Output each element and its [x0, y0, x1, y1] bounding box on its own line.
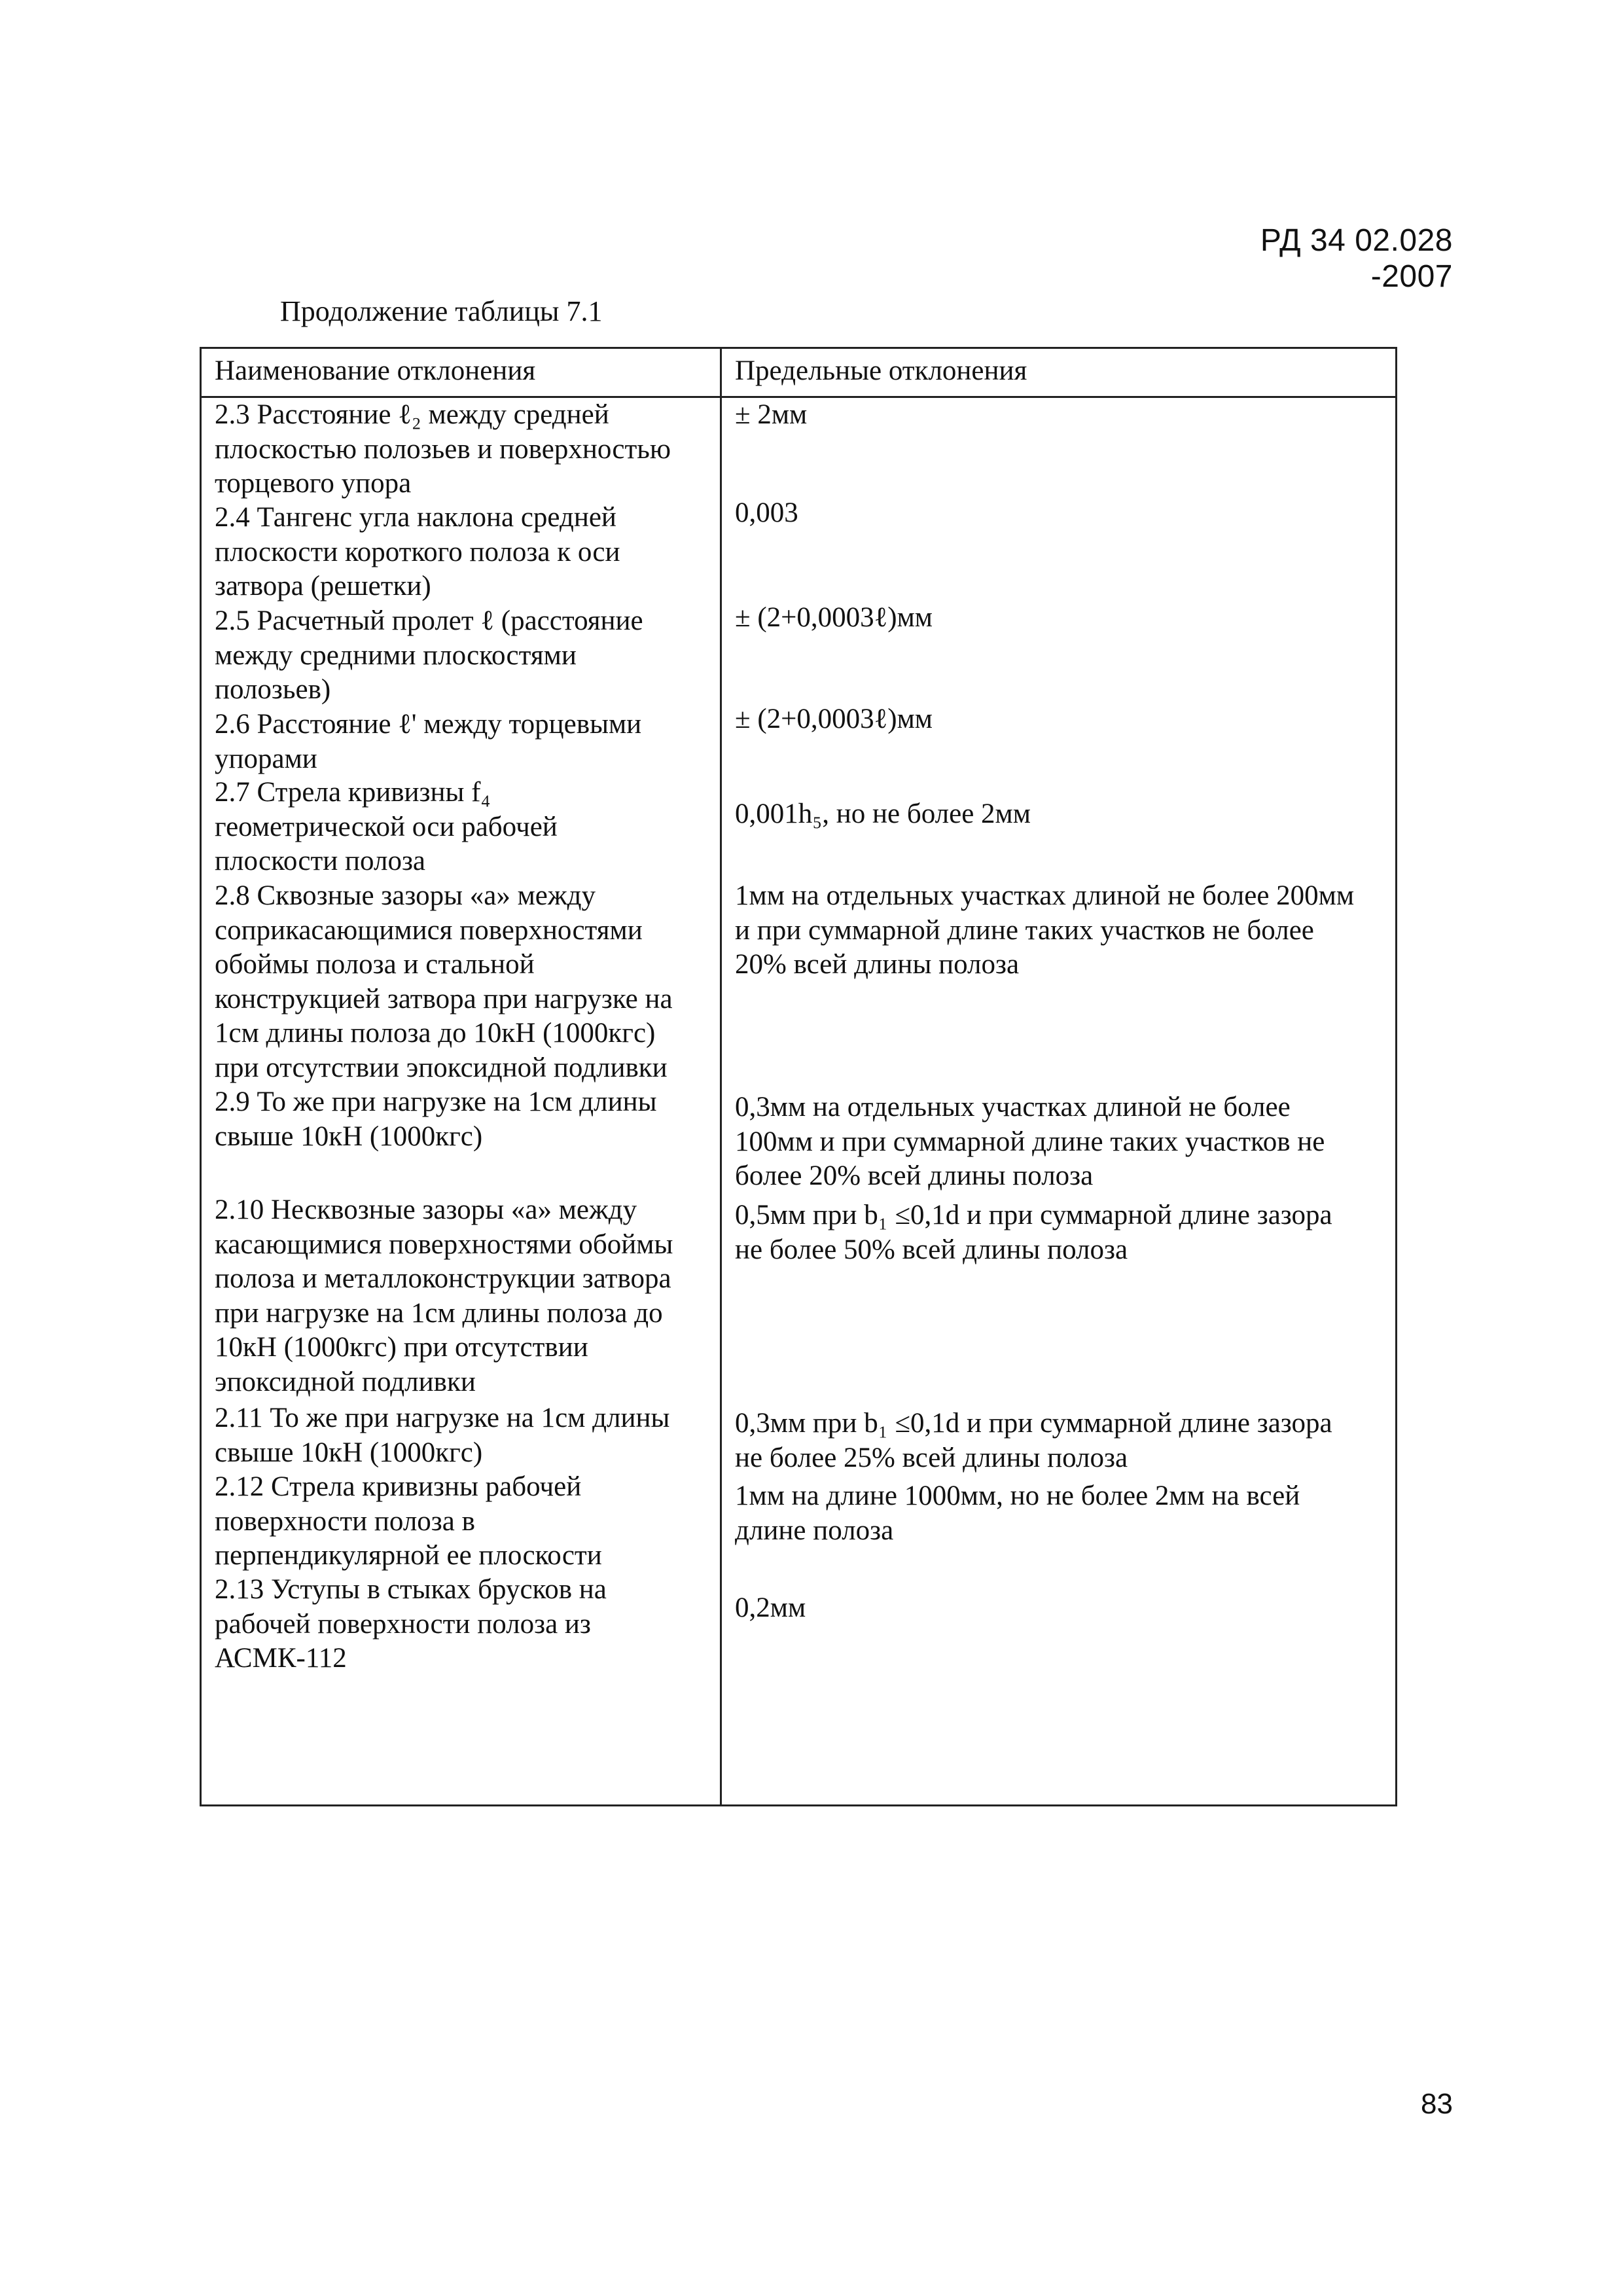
row-2-5-limit: ± (2+0,0003ℓ)мм: [735, 602, 933, 633]
row-2-13-limit: 0,2мм: [735, 1592, 806, 1623]
row-2-10-name: 2.10 Несквозные зазоры «а» между касающимися поверхностями обоймы полоза и металлоконструкции затвора при нагрузке на 1см длины полоза до 10кН (1000кгс) при отсутствии эпоксидной подливки: [215, 1194, 673, 1397]
row-2-9-limit: 0,3мм на отдельных участках длиной не более 100мм и при суммарной длине таких участков не более 20% всей длины полоза: [735, 1092, 1325, 1191]
page-number: 83: [1421, 2088, 1453, 2120]
row-2-3-name: 2.3 Расстояние ℓ₂ между средней плоскостью полозьев и поверхностью торцевого упора: [215, 399, 671, 499]
row-2-11-name: 2.11 То же при нагрузке на 1см длины свыше 10кН (1000кгс): [215, 1403, 670, 1468]
row-2-6-name: 2.6 Расстояние ℓ' между торцевыми упорами: [215, 709, 642, 774]
row-2-9-name: 2.9 То же при нагрузке на 1см длины свыше 10кН (1000кгс): [215, 1086, 657, 1152]
row-2-12-limit: 1мм на длине 1000мм, но не более 2мм на всей длине полоза: [735, 1480, 1300, 1546]
table-caption: Продолжение таблицы 7.1: [280, 295, 603, 327]
row-2-7-name: 2.7 Стрела кривизны f₄ геометрической оси рабочей плоскости полоза: [215, 777, 558, 876]
column-header-limit: Предельные отклонения: [735, 355, 1027, 386]
row-2-12-name: 2.12 Стрела кривизны рабочей поверхности полоза в перпендикулярной ее плоскости: [215, 1471, 602, 1571]
row-2-7-limit: 0,001h₅, но не более 2мм: [735, 798, 1031, 829]
row-2-5-name: 2.5 Расчетный пролет ℓ (расстояние между средними плоскостями полозьев): [215, 605, 643, 705]
row-2-8-limit: 1мм на отдельных участках длиной не более 200мм и при суммарной длине таких участков не более 20% всей длины полоза: [735, 880, 1355, 980]
row-2-8-name: 2.8 Сквозные зазоры «а» между соприкасающимися поверхностями обоймы полоза и стальной конструкцией затвора при нагрузке на 1см длины полоза до 10кН (1000кгс) при отсутствии эпоксидной подливки: [215, 880, 673, 1083]
row-2-3-limit: ± 2мм: [735, 399, 808, 430]
column-divider: [720, 349, 722, 1804]
row-2-4-name: 2.4 Тангенс угла наклона средней плоскости короткого полоза к оси затвора (решетки): [215, 502, 620, 601]
row-2-10-limit: 0,5мм при b₁ ≤0,1d и при суммарной длине зазора не более 50% всей длины полоза: [735, 1200, 1332, 1265]
document-code: РД 34 02.028 -2007: [1260, 223, 1453, 294]
row-2-13-name: 2.13 Уступы в стыках брусков на рабочей поверхности полоза из АСМК-112: [215, 1574, 607, 1674]
row-2-11-limit: 0,3мм при b₁ ≤0,1d и при суммарной длине зазора не более 25% всей длины полоза: [735, 1408, 1332, 1473]
row-2-6-limit: ± (2+0,0003ℓ)мм: [735, 704, 933, 734]
deviation-table: [200, 347, 1397, 1806]
row-2-4-limit: 0,003: [735, 497, 798, 528]
column-header-name: Наименование отклонения: [215, 355, 536, 386]
